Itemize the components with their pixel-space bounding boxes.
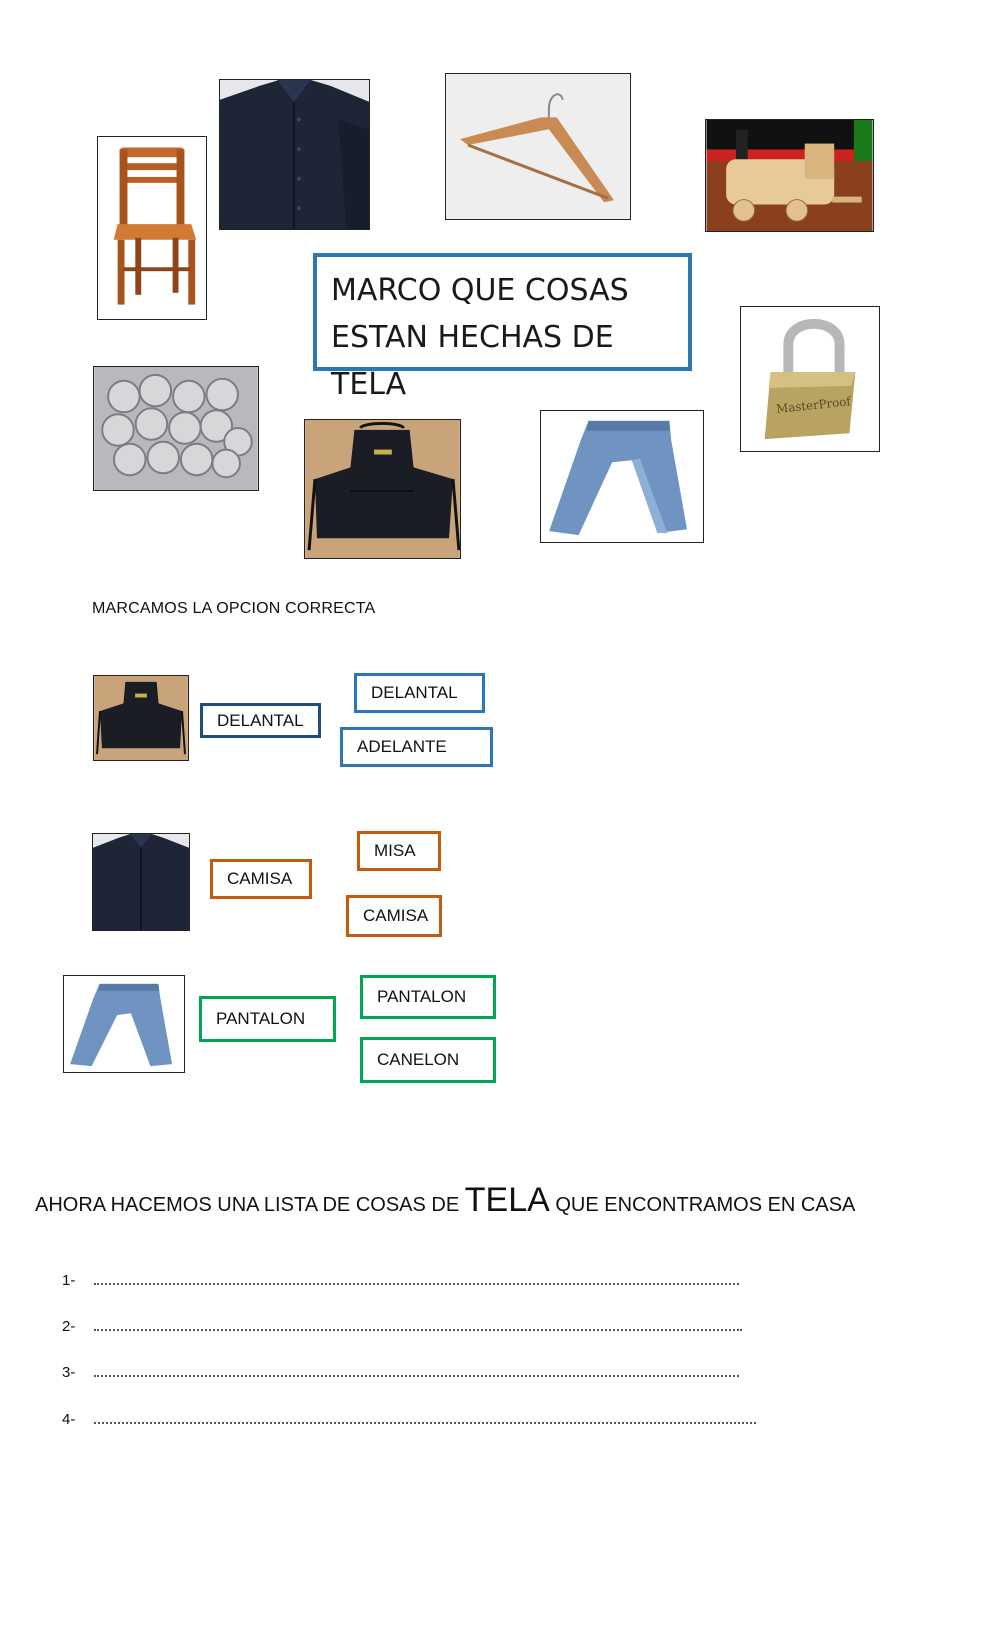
option-canelon[interactable]: CANELON	[360, 1037, 496, 1083]
shirt-icon	[220, 80, 369, 229]
dotted-line	[94, 1328, 742, 1331]
list-heading-after: QUE ENCONTRAMOS EN CASA	[555, 1194, 856, 1216]
coins-icon	[94, 367, 258, 490]
option-misa[interactable]: MISA	[357, 831, 441, 871]
option-pantalon[interactable]: PANTALON	[360, 975, 496, 1019]
apron-thumb	[93, 675, 189, 761]
apron-icon	[305, 420, 460, 558]
answer-camisa: CAMISA	[210, 859, 312, 899]
shirt-thumb	[92, 833, 190, 931]
padlock-brand: MasterProof	[775, 394, 852, 417]
chair-icon	[98, 137, 206, 319]
coins-image	[93, 366, 259, 491]
hanger-image	[445, 73, 631, 220]
apron-image	[304, 419, 461, 559]
apron-icon	[94, 676, 188, 760]
shirt-image	[219, 79, 370, 230]
list-line-2[interactable]	[62, 1318, 742, 1335]
train-image	[705, 119, 874, 232]
list-line-3[interactable]	[62, 1364, 739, 1381]
list-number: 1-	[62, 1272, 76, 1289]
title-box	[313, 253, 692, 402]
list-line-4[interactable]	[62, 1411, 756, 1428]
dotted-line	[94, 1421, 756, 1424]
list-heading	[35, 1181, 855, 1220]
jeans-icon	[64, 976, 184, 1072]
option-delantal[interactable]: DELANTAL	[354, 673, 485, 713]
answer-pantalon: PANTALON	[199, 996, 336, 1042]
jeans-icon	[541, 411, 703, 542]
jeans-image	[540, 410, 704, 543]
list-line-1[interactable]	[62, 1272, 739, 1289]
title-line-1: MARCO QUE COSAS	[331, 273, 629, 308]
jeans-thumb	[63, 975, 185, 1073]
title-line-2: ESTAN HECHAS DE TELA	[331, 320, 614, 402]
option-adelante[interactable]: ADELANTE	[340, 727, 493, 767]
list-number: 3-	[62, 1364, 76, 1381]
toy-train-icon	[706, 120, 873, 231]
hanger-icon	[446, 74, 630, 219]
correct-option-heading: MARCAMOS LA OPCION CORRECTA	[92, 600, 376, 617]
chair-image	[97, 136, 207, 320]
answer-delantal: DELANTAL	[200, 703, 321, 738]
dotted-line	[94, 1374, 739, 1377]
list-heading-big: TELA	[464, 1181, 550, 1219]
list-heading-before: AHORA HACEMOS UNA LISTA DE COSAS DE	[35, 1194, 460, 1216]
shirt-icon	[93, 834, 189, 930]
dotted-line	[94, 1282, 739, 1285]
option-camisa[interactable]: CAMISA	[346, 895, 442, 937]
padlock-icon	[741, 307, 879, 451]
padlock-image	[740, 306, 880, 452]
list-number: 4-	[62, 1411, 76, 1428]
list-number: 2-	[62, 1318, 76, 1335]
